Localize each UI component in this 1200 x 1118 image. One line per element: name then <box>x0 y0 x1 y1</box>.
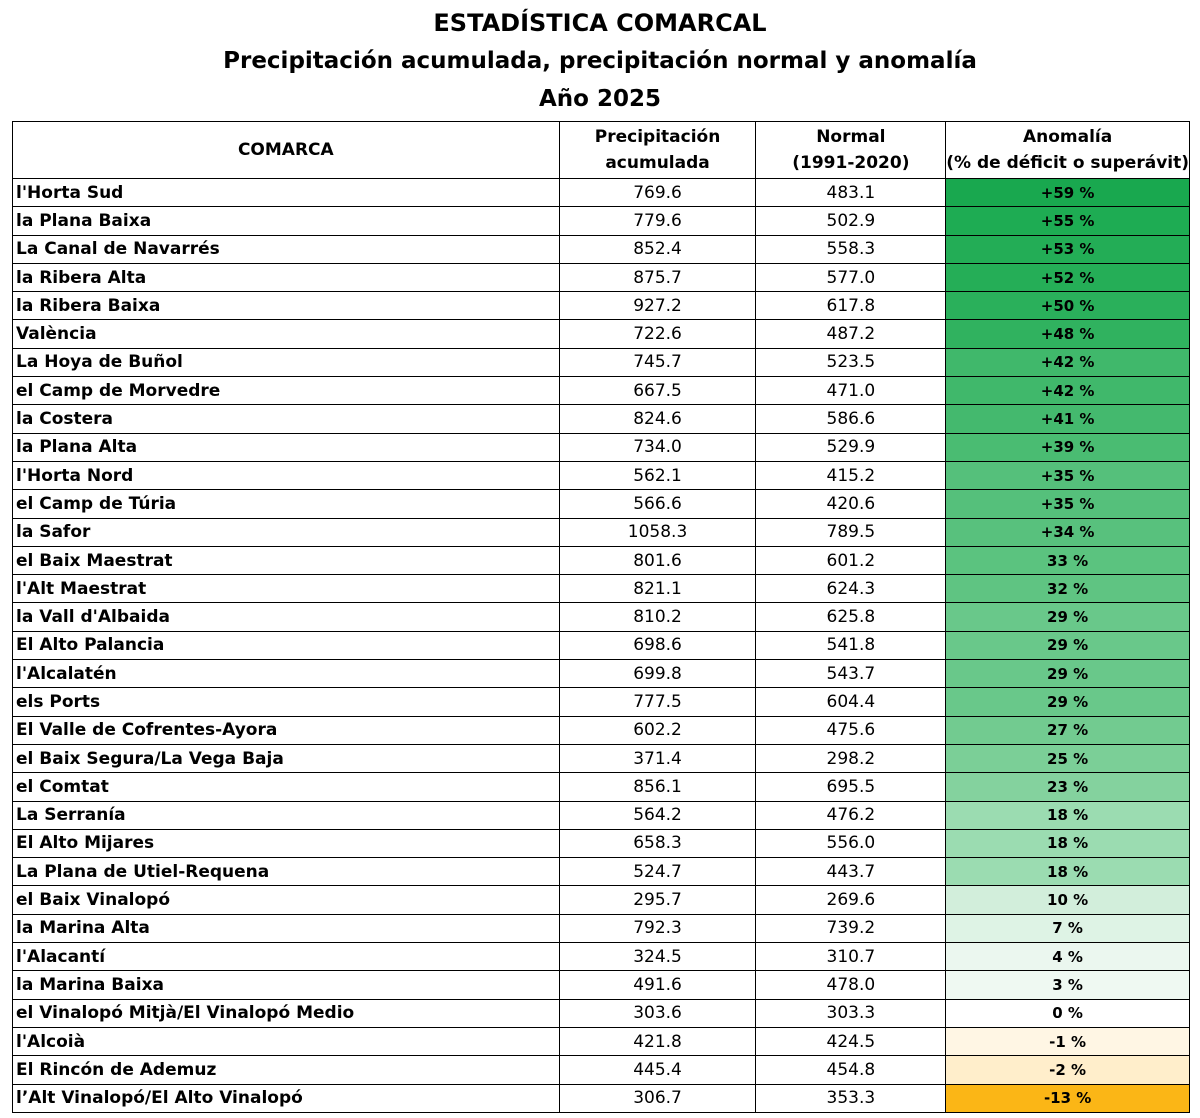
table-row <box>13 490 1190 518</box>
year-label: Año 2025 <box>539 86 661 112</box>
table-row <box>13 433 1190 461</box>
table-row <box>13 829 1190 857</box>
table-row <box>13 207 1190 235</box>
comarca-cell: el Baix Maestrat <box>13 546 560 574</box>
anomaly-cell: +48 % <box>946 320 1190 348</box>
table-row <box>13 999 1190 1027</box>
normal-cell: 604.4 <box>756 688 946 716</box>
precipitation-cell: 792.3 <box>559 914 756 942</box>
precipitation-cell: 445.4 <box>559 1056 756 1084</box>
table-row <box>13 603 1190 631</box>
anomaly-cell: 29 % <box>946 603 1190 631</box>
anomaly-cell: +39 % <box>946 433 1190 461</box>
table-row <box>13 348 1190 376</box>
table-row <box>13 546 1190 574</box>
header-precipitation <box>559 122 756 179</box>
normal-cell: 586.6 <box>756 405 946 433</box>
anomaly-cell: +35 % <box>946 461 1190 489</box>
normal-cell: 577.0 <box>756 263 946 291</box>
comarca-cell: l'Horta Sud <box>13 179 560 207</box>
table-row <box>13 858 1190 886</box>
header-comarca: COMARCA <box>13 122 560 179</box>
anomaly-cell: 18 % <box>946 858 1190 886</box>
comarca-cell: La Canal de Navarrés <box>13 235 560 263</box>
precipitation-cell: 779.6 <box>559 207 756 235</box>
table-row <box>13 461 1190 489</box>
table-row <box>13 886 1190 914</box>
anomaly-cell: -1 % <box>946 1027 1190 1055</box>
anomaly-cell: 32 % <box>946 575 1190 603</box>
comarca-cell: l'Horta Nord <box>13 461 560 489</box>
comarca-cell: la Ribera Alta <box>13 263 560 291</box>
table-row <box>13 971 1190 999</box>
comarca-cell: l’Alt Vinalopó/El Alto Vinalopó <box>13 1084 560 1112</box>
precipitation-cell: 564.2 <box>559 801 756 829</box>
normal-cell: 617.8 <box>756 292 946 320</box>
normal-cell: 424.5 <box>756 1027 946 1055</box>
table-row <box>13 1027 1190 1055</box>
anomaly-cell: 0 % <box>946 999 1190 1027</box>
table-row <box>13 518 1190 546</box>
normal-cell: 487.2 <box>756 320 946 348</box>
comarca-cell: els Ports <box>13 688 560 716</box>
normal-cell: 471.0 <box>756 377 946 405</box>
normal-cell: 624.3 <box>756 575 946 603</box>
normal-cell: 502.9 <box>756 207 946 235</box>
comarca-cell: el Vinalopó Mitjà/El Vinalopó Medio <box>13 999 560 1027</box>
comarca-cell: la Costera <box>13 405 560 433</box>
anomaly-cell: 25 % <box>946 744 1190 772</box>
header-precipitation-line2: acumulada <box>605 153 710 173</box>
precipitation-cell: 566.6 <box>559 490 756 518</box>
precipitation-cell: 699.8 <box>559 660 756 688</box>
comarca-cell: el Camp de Morvedre <box>13 377 560 405</box>
table-row <box>13 716 1190 744</box>
precipitation-cell: 852.4 <box>559 235 756 263</box>
normal-cell: 483.1 <box>756 179 946 207</box>
comarca-cell: València <box>13 320 560 348</box>
title-block <box>0 0 1200 118</box>
precipitation-cell: 562.1 <box>559 461 756 489</box>
anomaly-cell: 33 % <box>946 546 1190 574</box>
precipitation-cell: 734.0 <box>559 433 756 461</box>
precipitation-cell: 303.6 <box>559 999 756 1027</box>
normal-cell: 420.6 <box>756 490 946 518</box>
anomaly-cell: +53 % <box>946 235 1190 263</box>
header-anomaly-line1: Anomalía <box>1022 127 1113 147</box>
page-title: ESTADÍSTICA COMARCAL <box>433 9 767 37</box>
precipitation-cell: 927.2 <box>559 292 756 320</box>
header-normal <box>756 122 946 179</box>
comarca-cell: La Hoya de Buñol <box>13 348 560 376</box>
precipitation-cell: 824.6 <box>559 405 756 433</box>
table-row <box>13 773 1190 801</box>
anomaly-cell: 29 % <box>946 688 1190 716</box>
anomaly-cell: +41 % <box>946 405 1190 433</box>
normal-cell: 541.8 <box>756 631 946 659</box>
precipitation-cell: 698.6 <box>559 631 756 659</box>
precipitation-cell: 324.5 <box>559 943 756 971</box>
normal-cell: 269.6 <box>756 886 946 914</box>
precipitation-cell: 602.2 <box>559 716 756 744</box>
precipitation-cell: 810.2 <box>559 603 756 631</box>
precipitation-cell: 769.6 <box>559 179 756 207</box>
normal-cell: 543.7 <box>756 660 946 688</box>
precipitation-cell: 524.7 <box>559 858 756 886</box>
comarca-cell: la Plana Alta <box>13 433 560 461</box>
normal-cell: 310.7 <box>756 943 946 971</box>
anomaly-cell: +55 % <box>946 207 1190 235</box>
comarca-cell: l'Alacantí <box>13 943 560 971</box>
comarca-cell: la Ribera Baixa <box>13 292 560 320</box>
precipitation-cell: 801.6 <box>559 546 756 574</box>
anomaly-cell: 10 % <box>946 886 1190 914</box>
normal-cell: 625.8 <box>756 603 946 631</box>
comarca-cell: l'Alcoià <box>13 1027 560 1055</box>
table-row <box>13 575 1190 603</box>
table-row <box>13 263 1190 291</box>
comarca-cell: La Serranía <box>13 801 560 829</box>
table-row <box>13 688 1190 716</box>
precipitation-cell: 421.8 <box>559 1027 756 1055</box>
anomaly-cell: 18 % <box>946 829 1190 857</box>
table-header-row <box>13 122 1190 179</box>
normal-cell: 476.2 <box>756 801 946 829</box>
table-row <box>13 631 1190 659</box>
table-row <box>13 801 1190 829</box>
header-normal-line2: (1991-2020) <box>792 153 910 173</box>
comarca-cell: la Marina Baixa <box>13 971 560 999</box>
anomaly-cell: -2 % <box>946 1056 1190 1084</box>
anomaly-cell: 29 % <box>946 660 1190 688</box>
comarca-cell: El Rincón de Ademuz <box>13 1056 560 1084</box>
anomaly-cell: 7 % <box>946 914 1190 942</box>
comarca-cell: la Plana Baixa <box>13 207 560 235</box>
normal-cell: 415.2 <box>756 461 946 489</box>
table-row <box>13 660 1190 688</box>
header-normal-line1: Normal <box>816 127 886 147</box>
anomaly-cell: -13 % <box>946 1084 1190 1112</box>
normal-cell: 303.3 <box>756 999 946 1027</box>
table-row <box>13 179 1190 207</box>
header-anomaly <box>946 122 1190 179</box>
table-row <box>13 744 1190 772</box>
anomaly-cell: +59 % <box>946 179 1190 207</box>
precipitation-cell: 856.1 <box>559 773 756 801</box>
comarca-cell: la Vall d'Albaida <box>13 603 560 631</box>
header-precipitation-line1: Precipitación <box>594 127 721 147</box>
table-row <box>13 377 1190 405</box>
anomaly-cell: 27 % <box>946 716 1190 744</box>
normal-cell: 695.5 <box>756 773 946 801</box>
anomaly-cell: 3 % <box>946 971 1190 999</box>
comarca-cell: el Camp de Túria <box>13 490 560 518</box>
normal-cell: 558.3 <box>756 235 946 263</box>
normal-cell: 523.5 <box>756 348 946 376</box>
comarca-cell: el Baix Vinalopó <box>13 886 560 914</box>
table-row <box>13 235 1190 263</box>
normal-cell: 601.2 <box>756 546 946 574</box>
comarca-cell: l'Alcalatén <box>13 660 560 688</box>
anomaly-cell: +52 % <box>946 263 1190 291</box>
normal-cell: 454.8 <box>756 1056 946 1084</box>
table-row <box>13 943 1190 971</box>
normal-cell: 353.3 <box>756 1084 946 1112</box>
precipitation-cell: 667.5 <box>559 377 756 405</box>
header-anomaly-line2: (% de déficit o superávit) <box>946 153 1189 173</box>
table-row <box>13 1056 1190 1084</box>
anomaly-cell: +42 % <box>946 377 1190 405</box>
precipitation-cell: 1058.3 <box>559 518 756 546</box>
anomaly-cell: +42 % <box>946 348 1190 376</box>
precipitation-cell: 658.3 <box>559 829 756 857</box>
normal-cell: 556.0 <box>756 829 946 857</box>
normal-cell: 443.7 <box>756 858 946 886</box>
normal-cell: 478.0 <box>756 971 946 999</box>
comarca-cell: El Alto Palancia <box>13 631 560 659</box>
table-row <box>13 1084 1190 1112</box>
precipitation-cell: 491.6 <box>559 971 756 999</box>
normal-cell: 529.9 <box>756 433 946 461</box>
precipitation-cell: 306.7 <box>559 1084 756 1112</box>
anomaly-cell: 29 % <box>946 631 1190 659</box>
table-row <box>13 914 1190 942</box>
anomaly-cell: 23 % <box>946 773 1190 801</box>
normal-cell: 739.2 <box>756 914 946 942</box>
anomaly-cell: 18 % <box>946 801 1190 829</box>
precipitation-cell: 722.6 <box>559 320 756 348</box>
comarca-cell: la Marina Alta <box>13 914 560 942</box>
table-row <box>13 320 1190 348</box>
precipitation-cell: 875.7 <box>559 263 756 291</box>
normal-cell: 789.5 <box>756 518 946 546</box>
precipitation-cell: 777.5 <box>559 688 756 716</box>
normal-cell: 475.6 <box>756 716 946 744</box>
comarca-cell: l'Alt Maestrat <box>13 575 560 603</box>
comarca-cell: el Comtat <box>13 773 560 801</box>
table-row <box>13 405 1190 433</box>
anomaly-cell: 4 % <box>946 943 1190 971</box>
comarca-cell: El Alto Mijares <box>13 829 560 857</box>
precipitation-cell: 745.7 <box>559 348 756 376</box>
table-body <box>13 179 1190 1113</box>
precipitation-cell: 371.4 <box>559 744 756 772</box>
precipitation-cell: 821.1 <box>559 575 756 603</box>
normal-cell: 298.2 <box>756 744 946 772</box>
table-row <box>13 292 1190 320</box>
anomaly-cell: +35 % <box>946 490 1190 518</box>
precipitation-table <box>12 121 1190 1113</box>
anomaly-cell: +34 % <box>946 518 1190 546</box>
comarca-cell: La Plana de Utiel-Requena <box>13 858 560 886</box>
page-subtitle: Precipitación acumulada, precipitación normal y anomalía <box>223 48 977 74</box>
anomaly-cell: +50 % <box>946 292 1190 320</box>
precipitation-cell: 295.7 <box>559 886 756 914</box>
comarca-cell: la Safor <box>13 518 560 546</box>
comarca-cell: El Valle de Cofrentes-Ayora <box>13 716 560 744</box>
comarca-cell: el Baix Segura/La Vega Baja <box>13 744 560 772</box>
